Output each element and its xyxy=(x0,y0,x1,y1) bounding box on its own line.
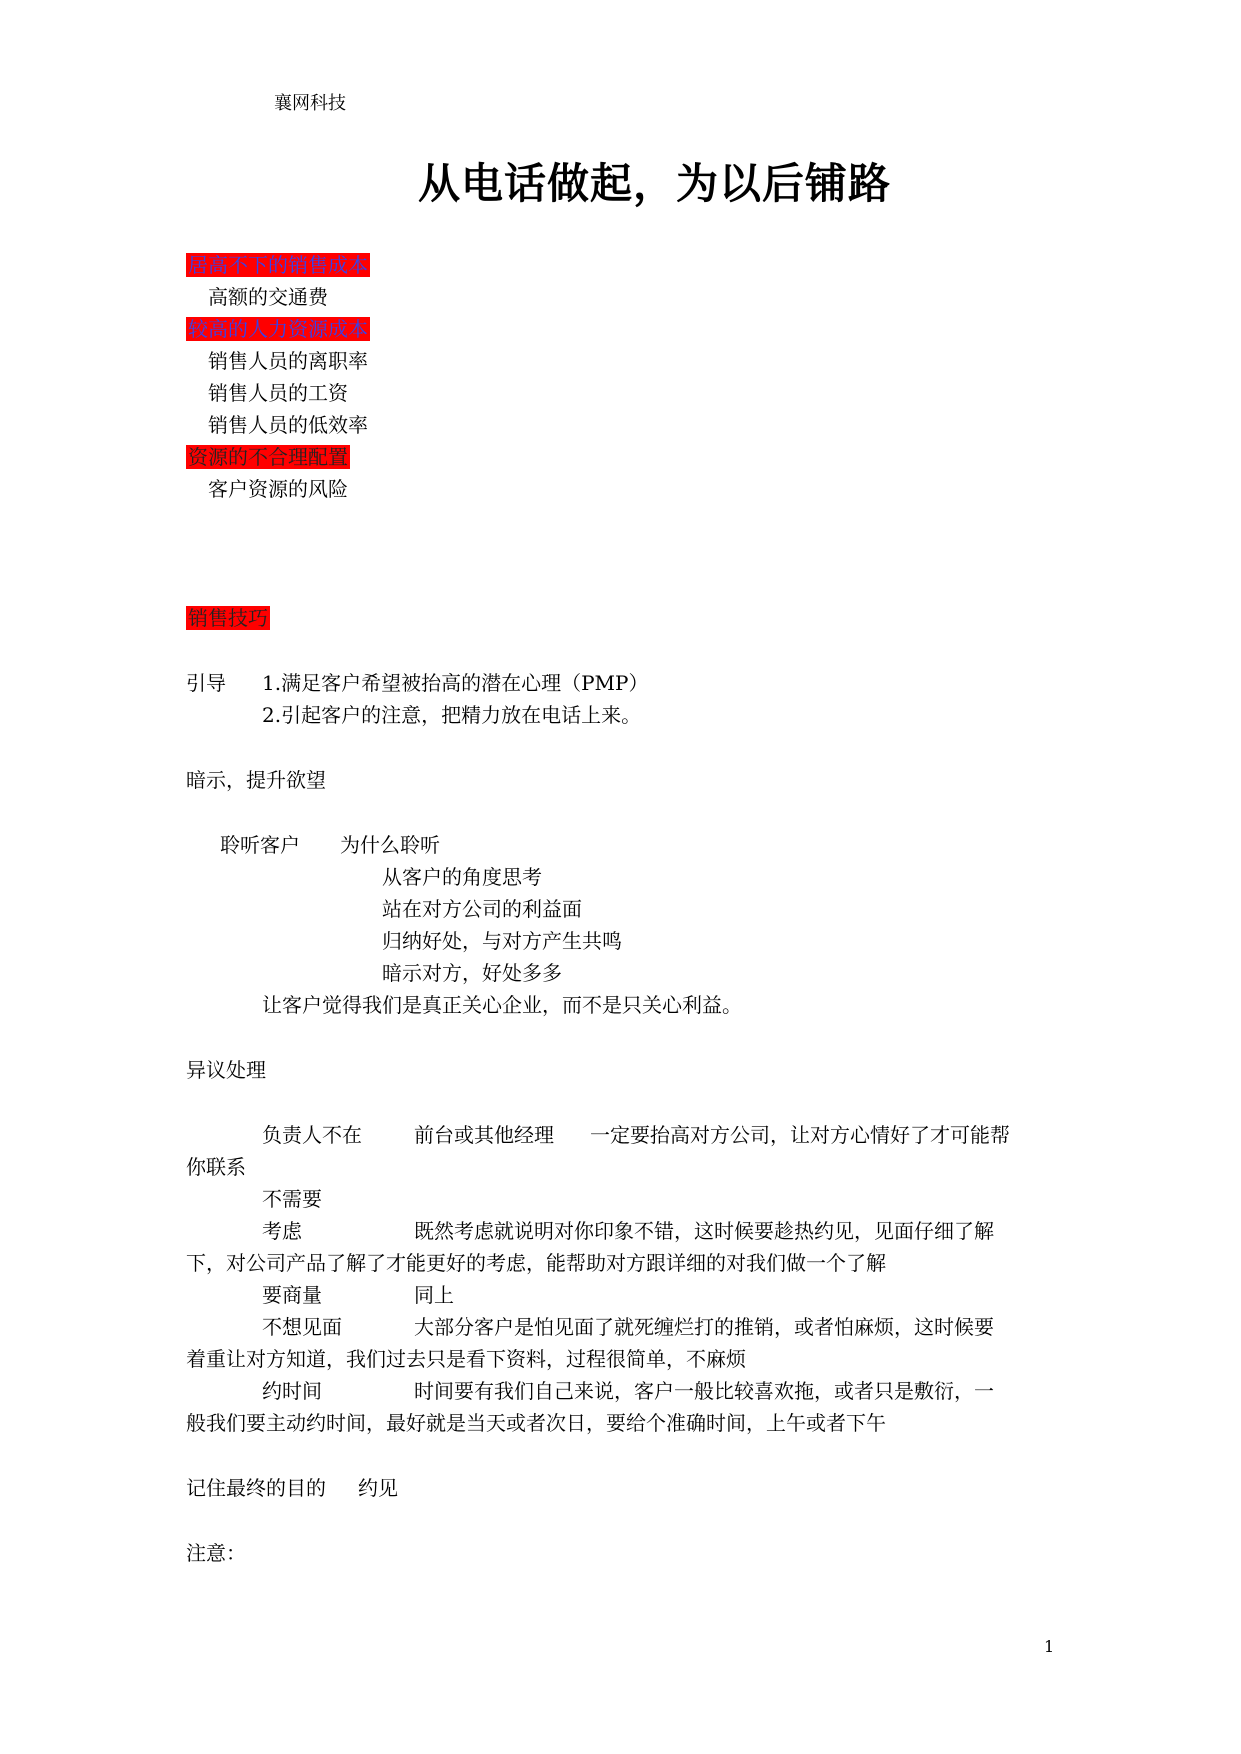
listen-reason: 归纳好处，与对方产生共鸣 xyxy=(382,929,622,953)
listen-reason: 从客户的角度思考 xyxy=(382,865,542,889)
objections-heading: 异议处理 xyxy=(186,1058,266,1082)
objection-response: 一定要抬高对方公司，让对方心情好了才可能帮 xyxy=(590,1123,1010,1147)
guide-point: 2.引起客户的注意，把精力放在电话上来。 xyxy=(262,703,642,727)
listen-why: 为什么聆听 xyxy=(340,833,440,857)
page-title: 从电话做起，为以后铺路 xyxy=(418,159,892,208)
cost-item: 销售人员的低效率 xyxy=(208,413,368,437)
cost-item: 销售人员的工资 xyxy=(208,381,348,405)
guide-point: 1.满足客户希望被抬高的潜在心理（PMP） xyxy=(262,671,649,695)
skills-heading xyxy=(186,605,270,631)
objection-response: 大部分客户是怕见面了就死缠烂打的推销，或者怕麻烦，这时候要 xyxy=(414,1315,994,1339)
listen-reason: 站在对方公司的利益面 xyxy=(382,897,582,921)
cost-heading-1 xyxy=(186,252,370,278)
objection-context: 前台或其他经理 xyxy=(414,1123,554,1147)
highlighted-heading: 销售技巧 xyxy=(188,606,268,630)
listen-conclusion: 让客户觉得我们是真正关心企业，而不是只关心利益。 xyxy=(262,993,742,1017)
note-label: 注意： xyxy=(186,1541,246,1565)
objection-response: 般我们要主动约时间，最好就是当天或者次日，要给个准确时间，上午或者下午 xyxy=(186,1411,886,1435)
cost-item: 销售人员的离职率 xyxy=(208,349,368,373)
objection-label: 负责人不在 xyxy=(262,1123,362,1147)
guide-label: 引导 xyxy=(186,671,226,695)
objection-response: 下，对公司产品了解了才能更好的考虑，能帮助对方跟详细的对我们做一个了解 xyxy=(186,1251,886,1275)
objection-response: 既然考虑就说明对你印象不错，这时候要趁热约见，见面仔细了解 xyxy=(414,1219,994,1243)
listen-label: 聆听客户 xyxy=(220,833,300,857)
objection-label: 约时间 xyxy=(262,1379,322,1403)
objection-response: 你联系 xyxy=(186,1155,246,1179)
hint-line: 暗示，提升欲望 xyxy=(186,768,326,792)
objection-label: 考虑 xyxy=(262,1219,302,1243)
cost-heading-2 xyxy=(186,316,370,342)
page-number: 1 xyxy=(1044,1637,1055,1656)
objection-label: 不需要 xyxy=(262,1187,322,1211)
remember-label: 记住最终的目的 xyxy=(186,1476,326,1500)
objection-label: 不想见面 xyxy=(262,1315,342,1339)
cost-item: 高额的交通费 xyxy=(208,285,328,309)
objection-label: 要商量 xyxy=(262,1283,322,1307)
highlighted-heading: 较高的人力资源成本 xyxy=(188,317,368,341)
objection-response: 同上 xyxy=(414,1283,454,1307)
cost-heading-3 xyxy=(186,444,350,470)
highlighted-heading: 资源的不合理配置 xyxy=(188,445,348,469)
highlighted-heading: 居高不下的销售成本 xyxy=(188,253,368,277)
company-name: 襄网科技 xyxy=(274,93,346,114)
objection-response: 时间要有我们自己来说，客户一般比较喜欢拖，或者只是敷衍，一 xyxy=(414,1379,994,1403)
listen-reason: 暗示对方，好处多多 xyxy=(382,961,562,985)
cost-item: 客户资源的风险 xyxy=(208,477,348,501)
objection-response: 着重让对方知道，我们过去只是看下资料，过程很简单，不麻烦 xyxy=(186,1347,746,1371)
remember-value: 约见 xyxy=(358,1476,398,1500)
